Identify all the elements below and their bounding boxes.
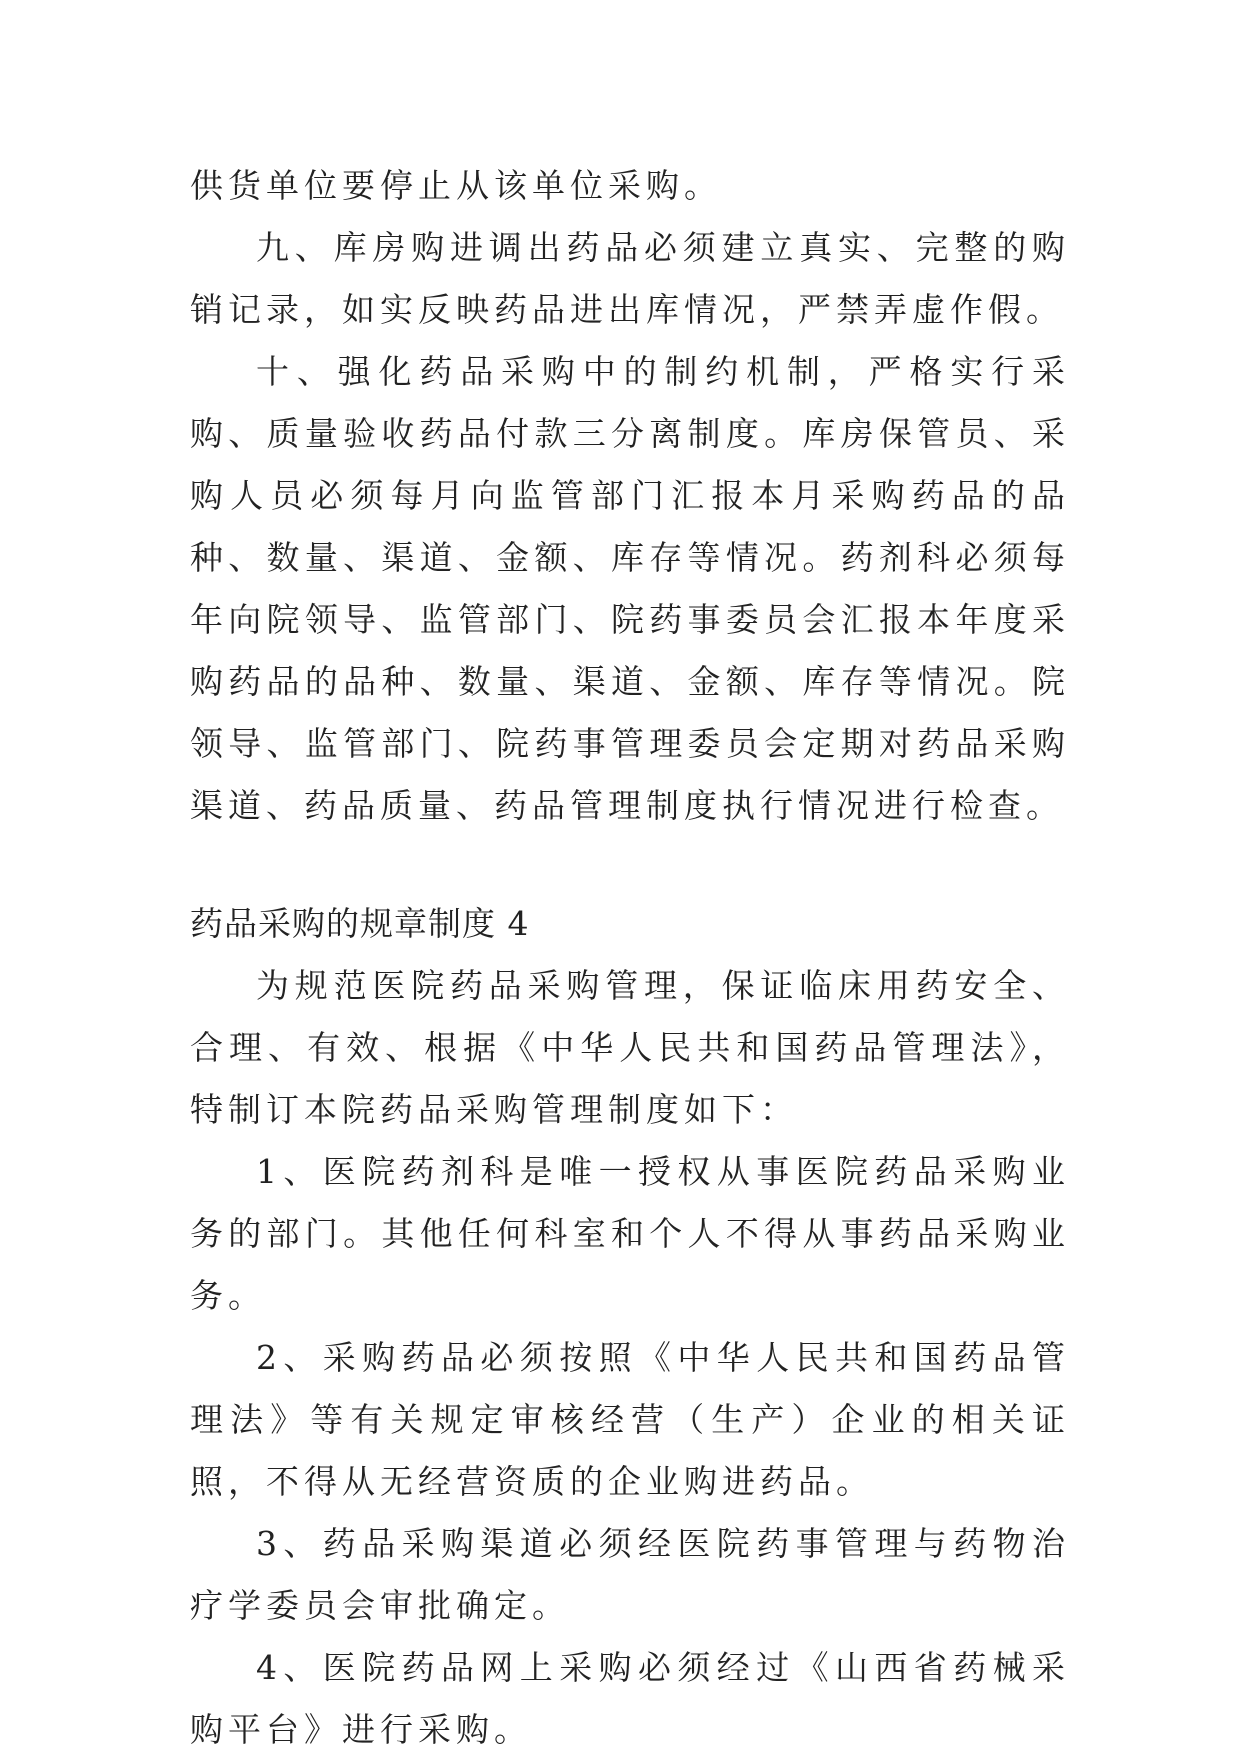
paragraph-preamble: 为规范医院药品采购管理，保证临床用药安全、合理、有效、根据《中华人民共和国药品管理法》，特制订本院药品采购管理制度如下：	[190, 966, 1070, 1129]
document-body	[190, 155, 1070, 1761]
section-heading: 药品采购的规章制度 4	[190, 904, 530, 943]
paragraph-rule-3: 3、药品采购渠道必须经医院药事管理与药物治疗学委员会审批确定。	[190, 1524, 1070, 1625]
paragraph-rule-2: 2、采购药品必须按照《中华人民共和国药品管理法》等有关规定审核经营（生产）企业的相关证照，不得从无经营资质的企业购进药品。	[190, 1338, 1070, 1501]
paragraph-item-nine: 九、库房购进调出药品必须建立真实、完整的购销记录，如实反映药品进出库情况，严禁弄虚作假。	[190, 228, 1070, 329]
paragraph-item-ten: 十、强化药品采购中的制约机制，严格实行采购、质量验收药品付款三分离制度。库房保管员、采购人员必须每月向监管部门汇报本月采购药品的品种、数量、渠道、金额、库存等情况。药剂科必须每年向院领导、监管部门、院药事委员会汇报本年度采购药品的品种、数量、渠道、金额、库存等情况。院领导、监管部门、院药事管理委员会定期对药品采购渠道、药品质量、药品管理制度执行情况进行检查。	[190, 352, 1070, 825]
paragraph-continuation: 供货单位要停止从该单位采购。	[190, 166, 722, 205]
paragraph-rule-4: 4、医院药品网上采购必须经过《山西省药械采购平台》进行采购。	[190, 1648, 1070, 1749]
paragraph-rule-1: 1、医院药剂科是唯一授权从事医院药品采购业务的部门。其他任何科室和个人不得从事药品采购业务。	[190, 1152, 1070, 1315]
